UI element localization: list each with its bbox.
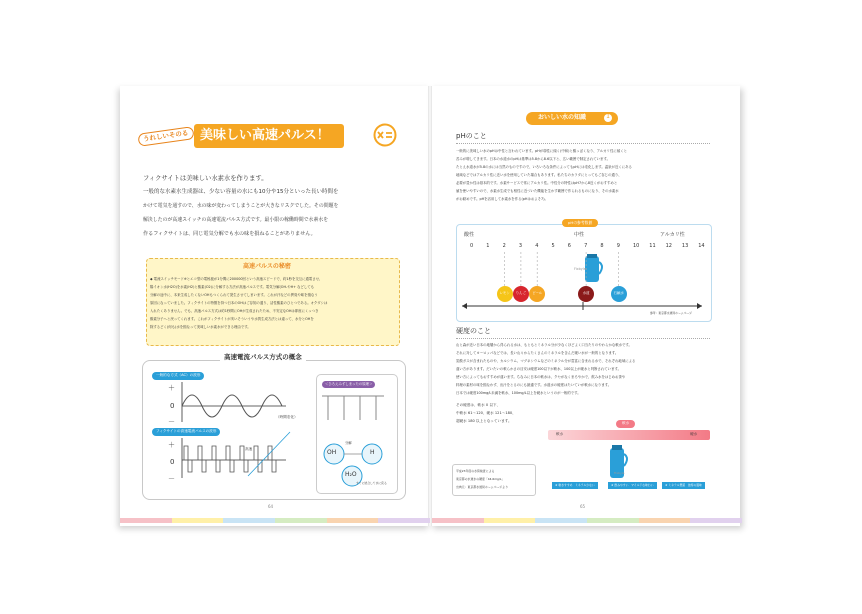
molecule-diagram bbox=[320, 392, 394, 490]
mol-oh-label: OH bbox=[327, 449, 337, 456]
hardness-range-3: 超硬水 180 以上となっています。 bbox=[456, 419, 512, 423]
hardness-title-rule bbox=[456, 338, 710, 339]
fixsite-wave-label: フィクサイトの高速電流パルスの波形 bbox=[152, 428, 220, 436]
pulse-secret-line: 原因になっていました。フィクサイトの特徴を持つ日本のOHはご存知の通り、活性酸素のひとつである。オクダシは bbox=[150, 301, 328, 305]
ph-scale bbox=[456, 252, 710, 318]
hardness-badge: 軟水 bbox=[616, 420, 635, 428]
left-page-number: 64 bbox=[268, 504, 274, 509]
hardness-gradient-bar bbox=[548, 430, 710, 440]
ph-line: がお勧めです。pHを活用して水素水を作る(pHはおよそ7)。 bbox=[456, 197, 548, 201]
pulse-secret-line: ◆ 電流スイッチモード※とエコ型の電極板が1分間に200000回という高速スピードで、約1秒を交互に通電させ、 bbox=[150, 277, 323, 281]
intro-line-4: 解決したのが高速スイッチの高速電流パルス方式です。最小限の稼働時間で水素水を bbox=[143, 217, 329, 223]
hardness-note-2: 東京都の水道水の硬度「44.6mg/L」 bbox=[456, 477, 505, 481]
kicker-text: うれしいそのる bbox=[137, 126, 194, 146]
ph-tick-label: 5 bbox=[551, 243, 555, 249]
ph-badge: pHの参考数値 bbox=[562, 219, 598, 227]
ph-line: 地域などではアルカリ性に近い水を使用していた場合もあります。私たちのカラダにとってもご存じの通り、 bbox=[456, 173, 622, 177]
intro-line-2: 一般的な水素水生成器は、少ない容量の水にも10分や15分といった長い時間を bbox=[143, 189, 339, 195]
general-wave-label: 一般的な方式（AC）の波形 bbox=[152, 372, 204, 380]
book-gutter bbox=[428, 86, 432, 526]
ph-tick-label: 1 bbox=[486, 243, 490, 249]
hardness-left-box: ★ 軟水すすめ ミネラル少ない bbox=[552, 482, 598, 489]
hardness-product-icon bbox=[606, 442, 630, 482]
hardness-line: 使い方によってもおすすめが違います。ちなみに日本の軟水は、クセがなくまろやかで、飲み水をはじめお茶や bbox=[456, 375, 626, 379]
wave1-minus: － bbox=[168, 418, 175, 426]
ph-item-badge: 石鹸水 bbox=[611, 286, 627, 302]
pulse-secret-line: 除するどく(何も)水を損なって美味しい水素水ができる理由です。 bbox=[150, 325, 251, 329]
ph-item-badge: 水道 bbox=[578, 286, 594, 302]
mol-note: すぐに結合して水に戻る bbox=[356, 481, 387, 485]
fixbyle-product-icon bbox=[585, 254, 602, 282]
hardness-line: 料理の素材の味を損なわず、出汁をとるのにも最適です。水道水の硬度はたいていが軟水になります。 bbox=[456, 383, 612, 387]
ph-product-name: Fixbyle bbox=[574, 267, 586, 271]
intro-line-3: かけて電気を通すので、水の味が変わってしまうことが大きなリスクでした。その問題を bbox=[143, 203, 339, 209]
logo-icon bbox=[372, 123, 398, 147]
hardness-title: 硬度のこと bbox=[456, 327, 491, 335]
heading-banner bbox=[138, 120, 408, 150]
hardness-line: 日本では硬度100mg/L未満を軟水、100mg/L以上を硬水というのが一般的です。 bbox=[456, 391, 581, 395]
ph-tick-label: 2 bbox=[502, 243, 506, 249]
pulse-secret-line: 陽イオン水(H2O)を水素(H2)と酸素(O2)に分解する方法が高速パルスです。電気分解(OH-やH+ などしても bbox=[150, 285, 315, 289]
ph-line: たとえ水道水が5.8の水には当然のものですので、いろいろな条件によってもpHには変化します。温泉が近くにある bbox=[456, 165, 632, 169]
hardness-mid-box: ★ 飲みやすい マイルドな味わい bbox=[608, 482, 657, 489]
pulse-label: 高速 bbox=[245, 447, 253, 451]
ph-tick-label: 8 bbox=[600, 243, 604, 249]
ph-tick-label: 6 bbox=[567, 243, 571, 249]
ph-tick-label: 9 bbox=[616, 243, 620, 249]
ph-tick-label: 13 bbox=[681, 243, 689, 249]
ph-source: 参考：東京都水道局ホームページ bbox=[650, 311, 692, 315]
pulse-secret-title: 高速パルスの秘密 bbox=[243, 263, 291, 270]
ph-line: 値を使いやすいので、水素水生成でも相性に近づいた機能を生かす範囲で作られるものになり、その水素水 bbox=[456, 189, 619, 193]
ph-tick-label: 10 bbox=[633, 243, 640, 249]
wave-graphs bbox=[178, 380, 298, 480]
pulse-wave bbox=[184, 446, 276, 472]
wave2-plus: ＋ bbox=[168, 441, 175, 449]
hardness-right-box: ★ ミネラル豊富 独特の風味 bbox=[662, 482, 705, 489]
pulse-secret-line: 入れたくありません。でも、高速パルス方式は約1秒間にOHが生成されたため、不安定なOHは即座にくっつき bbox=[150, 309, 319, 313]
ph-item-badge: ビール bbox=[529, 286, 545, 302]
hardness-range-2: 中軟水 61～120、硬水 121～180、 bbox=[456, 411, 516, 415]
ph-tick-label: 12 bbox=[665, 243, 672, 249]
mol-h2o-label: H₂O bbox=[345, 471, 357, 478]
knowledge-header-text: おいしい水の知識 bbox=[538, 114, 587, 121]
intro-line-1: フィクサイトは美味しい水素水を作ります。 bbox=[143, 175, 268, 182]
hardness-note-1: 平成23年度の水質検査による bbox=[456, 469, 495, 473]
hardness-product-name: Fixbyle bbox=[614, 471, 625, 475]
ph-tick-label: 4 bbox=[535, 243, 539, 249]
page-heading: 美味しい高速パルス！ bbox=[200, 128, 330, 143]
knowledge-header-num: 1 bbox=[604, 114, 612, 122]
ph-tick-label: 3 bbox=[518, 243, 523, 249]
pulse-secret-line: 酸素分子へと戻ってくれます。これがフィクサイトが実いそういうや水質生成方法とは違って、水分とOHを bbox=[150, 317, 314, 321]
ph-tick-label: 14 bbox=[698, 243, 705, 249]
ph-tick-label: 7 bbox=[584, 243, 588, 249]
mol-split-label: 分解 bbox=[345, 441, 352, 445]
diagram-title: 高速電流パルス方式の概念 bbox=[220, 354, 306, 361]
intro-line-5: 作るフィクサイトは、同じ電気分解でも水の味を損ねることがありません。 bbox=[143, 231, 316, 237]
ph-line: 必要が豊か性は基本的です。水素サービスで常にアルカリ性。中性分の特性はpH7から8近くがおすすめと bbox=[456, 181, 618, 185]
wave1-zero: 0 bbox=[170, 402, 175, 410]
hardness-line: 炭酸ガスが含まれたものや、カルシウム、マグネシウムなどのミネラル分が豊富に含まれる水で、それぞれ地域による bbox=[456, 359, 636, 363]
wave2-zero: 0 bbox=[170, 458, 175, 466]
ph-tick-label: 0 bbox=[470, 243, 474, 249]
principle-caption: ＜ひろえみずしまったの原理＞ bbox=[322, 381, 375, 388]
pulse-secret-line: 分解の途中に、本来生成したくないOHもつくられて発生させてしまいます。これが汗などの異臭や味を損なう bbox=[150, 293, 318, 297]
ph-line: 苦みが増してきます。日本の水道水のpHは基準は5.8から8.6以下と、広い範囲で制定されています。 bbox=[456, 157, 610, 161]
ph-title-rule bbox=[456, 143, 710, 144]
left-footer-bar bbox=[120, 518, 430, 523]
ph-acid-label: 酸性 bbox=[464, 232, 475, 238]
hardness-range-1: その硬度は、軟水 0 以下、 bbox=[456, 403, 501, 407]
ph-alkali-label: アルカリ性 bbox=[660, 232, 685, 238]
ph-title: pHのこと bbox=[456, 132, 487, 140]
wave2-minus: － bbox=[168, 475, 175, 483]
hardness-note-3: 出典元：東京都水道局ホームページより bbox=[456, 485, 508, 489]
ph-item-badge: りんご bbox=[513, 286, 529, 302]
hardness-hard-label: 硬水 bbox=[690, 432, 698, 436]
right-footer-bar bbox=[432, 518, 742, 523]
ph-tick-label: 11 bbox=[649, 243, 656, 249]
ph-item-badge: レモン bbox=[497, 286, 513, 302]
ph-line: 一般的に美味しい水のpHは中性と言われています。pHが弱性に傾く(中和)と酸っぱくなり、アルカリ性に傾くと bbox=[456, 149, 627, 153]
ph-neutral-label: 中性 bbox=[574, 232, 585, 238]
mol-h-label: H bbox=[370, 449, 375, 456]
time-note: （時間変化） bbox=[276, 415, 298, 419]
hardness-line: 違い方があります。だいたいの軟らかさの目安は硬度100以下が軟水、100以上が硬水と判断されています。 bbox=[456, 367, 621, 371]
wave1-plus: ＋ bbox=[168, 384, 175, 392]
hardness-soft-label: 軟水 bbox=[556, 432, 564, 436]
hardness-line: それに対してヨーロッパなどでは、長い山々からたくさんのミネラルを含んだ硬い水が一般的となります。 bbox=[456, 351, 619, 355]
right-page-number: 65 bbox=[580, 504, 586, 509]
hardness-line: 山と森が近い日本の地層から得られる水は、もともとミネラル分が少なくほどよく口当たりのやわらかな軟水です。 bbox=[456, 343, 632, 347]
